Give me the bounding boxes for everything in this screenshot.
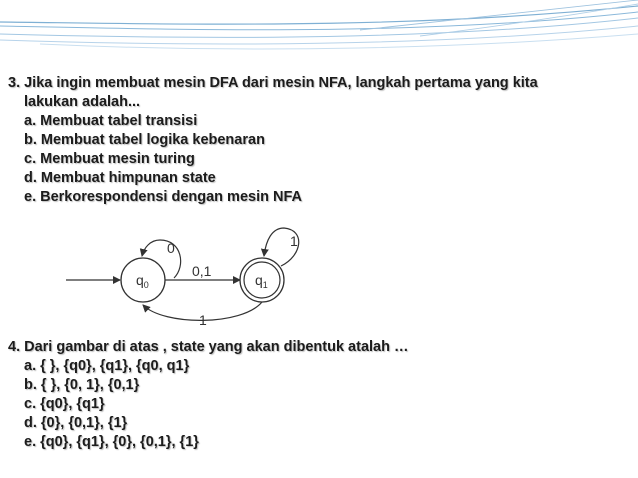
edge-q0-q1-label: 0,1 <box>192 263 212 279</box>
question-3-option-a: a. Membuat tabel transisi <box>24 113 198 129</box>
question-3-text-line-1: 3. Jika ingin membuat mesin DFA dari mesin NFA, langkah pertama yang kita <box>8 75 538 91</box>
question-4-option-e: e. {q0}, {q1}, {0}, {0,1}, {1} <box>24 434 199 450</box>
question-4-option-a: a. { }, {q0}, {q1}, {q0, q1} <box>24 358 190 374</box>
question-3-option-d: d. Membuat himpunan state <box>24 170 216 186</box>
question-3 <box>8 74 538 207</box>
nfa-state-diagram <box>54 216 314 328</box>
state-q0-label: $q_0$ <box>136 272 149 290</box>
header-decoration <box>0 0 638 70</box>
loop-q0-label: 0 <box>167 240 175 256</box>
question-3-option-c: c. Membuat mesin turing <box>24 151 195 167</box>
loop-q1-label: 1 <box>290 233 298 249</box>
question-4-option-c: c. {q0}, {q1} <box>24 396 105 412</box>
question-4-text-line-1: 4. Dari gambar di atas , state yang akan dibentuk atalah … <box>8 339 409 355</box>
question-4-option-d: d. {0}, {0,1}, {1} <box>24 415 128 431</box>
question-3-option-b: b. Membuat tabel logika kebenaran <box>24 132 265 148</box>
question-3-option-e: e. Berkorespondensi dengan mesin NFA <box>24 189 302 205</box>
question-3-text-line-2: lakukan adalah... <box>24 94 141 110</box>
question-4 <box>8 338 409 452</box>
edge-q1-q0-label: 1 <box>199 312 207 328</box>
state-q1-label: $q_1$ <box>255 272 268 290</box>
question-4-option-b: b. { }, {0, 1}, {0,1} <box>24 377 140 393</box>
